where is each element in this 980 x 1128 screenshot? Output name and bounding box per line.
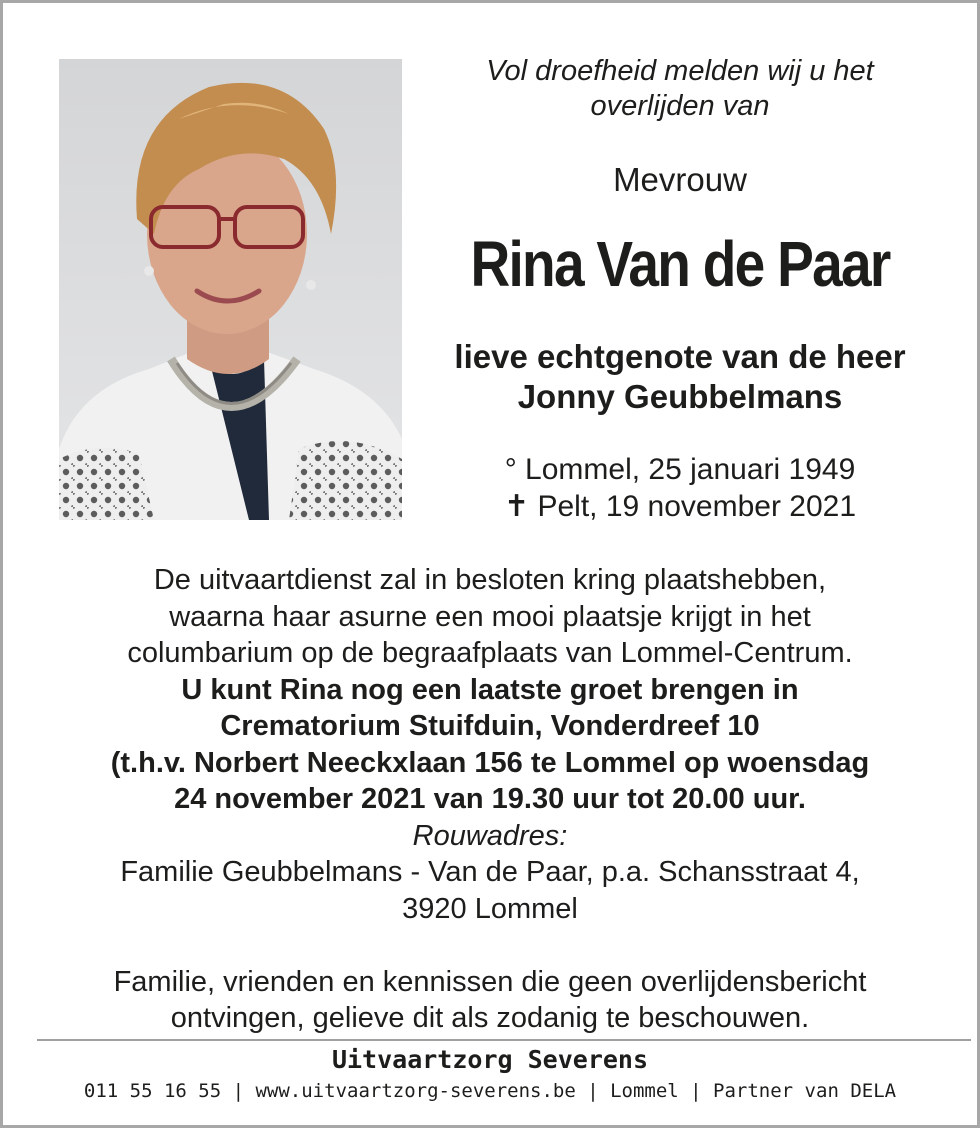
spouse-text <box>410 337 950 417</box>
farewell-line: Crematorium Stuifduin, Vonderdreef 10 <box>220 710 760 742</box>
farewell-line: 24 november 2021 van 19.30 uur tot 20.00 uur. <box>174 783 806 815</box>
address-line: Familie Geubbelmans - Van de Paar, p.a. Schansstraat 4, <box>120 856 860 888</box>
service-line: columbarium op de begraafplaats van Lommel-Centrum. <box>127 637 853 669</box>
salutation: Mevrouw <box>613 161 747 198</box>
service-line: waarna haar asurne een mooi plaatsje krijgt in het <box>169 600 811 633</box>
death-date: ✝ Pelt, 19 november 2021 <box>503 490 857 523</box>
funeral-home-name: Uitvaartzorg Severens <box>331 1045 649 1074</box>
closing-line: Familie, vrienden en kennissen die geen overlijdensbericht <box>113 965 867 998</box>
funeral-home-contact: 011 55 16 55 | www.uitvaartzorg-severens.be | Lommel | Partner van DELA <box>83 1080 897 1102</box>
spacer <box>30 927 950 964</box>
address-label: Rouwadres: <box>412 819 568 852</box>
birth-date: ° Lommel, 25 januari 1949 <box>504 453 856 486</box>
portrait-photo <box>59 59 402 520</box>
intro-text <box>450 54 910 124</box>
intro-line: Vol droefheid melden wij u het <box>486 55 874 87</box>
notice-body <box>30 562 950 1037</box>
service-line: De uitvaartdienst zal in besloten kring plaatshebben, <box>153 564 827 596</box>
farewell-line: (t.h.v. Norbert Neeckxlaan 156 te Lommel op woensdag <box>110 746 870 779</box>
intro-line: overlijden van <box>590 90 770 122</box>
life-dates <box>450 451 910 525</box>
address-line: 3920 Lommel <box>402 892 578 925</box>
deceased-name: Rina Van de Paar <box>470 228 890 300</box>
farewell-line: U kunt Rina nog een laatste groet brengen in <box>181 673 799 706</box>
closing-line: ontvingen, gelieve dit als zodanig te beschouwen. <box>170 1002 810 1034</box>
spouse-name: Jonny Geubbelmans <box>517 378 843 415</box>
spouse-line: lieve echtgenote van de heer <box>454 338 906 375</box>
footer <box>0 1041 980 1105</box>
